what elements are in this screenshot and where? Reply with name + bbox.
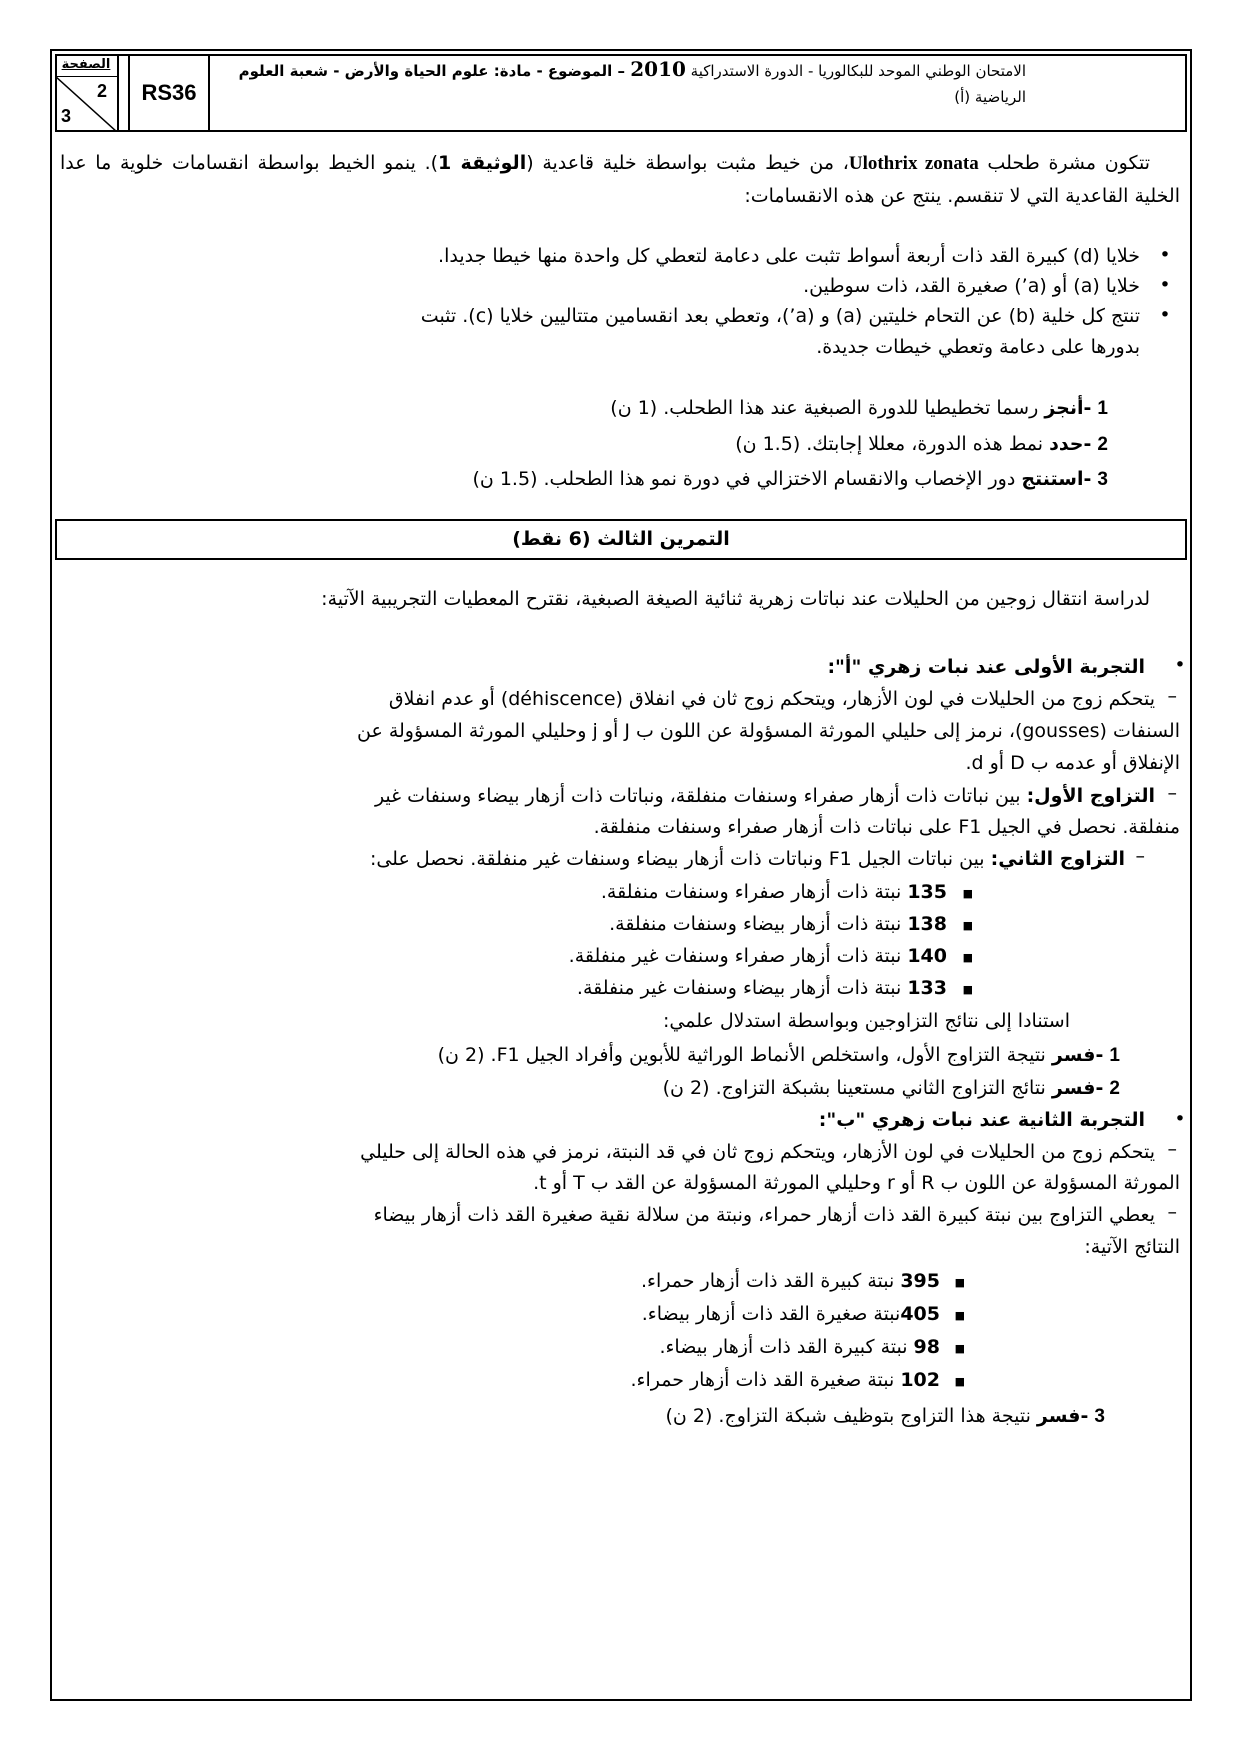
exp1-desc-2: السنفات (gousses)، نرمز إلى حليلي المورثة المسؤولة عن اللون ب J أو j وحليلي المورثة المسؤولة عن xyxy=(356,720,1180,742)
exp1-title: التجربة الأولى عند نبات زهري "أ": xyxy=(827,656,1145,678)
exp1-cross2: التزاوج الثاني: بين نباتات الجيل F1 ونباتات ذات أزهار بيضاء وسنفات غير منفلقة. نحصل على: xyxy=(369,848,1125,870)
bullet: • xyxy=(1159,244,1171,266)
exp2-result-4: 102 نبتة صغيرة القد ذات أزهار حمراء. xyxy=(630,1369,940,1391)
exp1-result-3: 140 نبتة ذات أزهار صفراء وسنفات غير منفلقة. xyxy=(568,945,947,967)
page-number-box xyxy=(55,54,119,132)
exp1-desc-1: يتحكم زوج من الحليلات في لون الأزهار، ويتحكم زوج ثان في انفلاق (déhiscence) أو عدم انفلاق xyxy=(388,688,1155,710)
exp2-result-3: 98 نبتة كبيرة القد ذات أزهار بيضاء. xyxy=(659,1336,940,1358)
square-bullet: ■ xyxy=(954,1342,965,1355)
bullet: • xyxy=(1159,274,1171,296)
page-current: 2 xyxy=(96,81,107,101)
ex3-title: التمرين الثالث (6 نقط) xyxy=(55,519,1187,560)
dash: – xyxy=(1167,1201,1177,1223)
square-bullet: ■ xyxy=(962,919,973,932)
exp1-result-4: 133 نبتة ذات أزهار بيضاء وسنفات غير منفلقة. xyxy=(576,977,947,999)
bullet: • xyxy=(1174,654,1186,676)
exp1-result-1: 135 نبتة ذات أزهار صفراء وسنفات منفلقة. xyxy=(600,881,947,903)
exp1-desc-3: الإنفلاق أو عدمه ب D أو d. xyxy=(965,752,1180,774)
exp2-desc-3: يعطي التزاوج بين نبتة كبيرة القد ذات أزهار حمراء، ونبتة من سلالة نقية صغيرة القد ذات أزهار بيضاء xyxy=(373,1204,1155,1226)
ex2-question-3: 3 -استنتج دور الإخصاب والانقسام الاختزالي في دورة نمو هذا الطحلب. (1.5 ن) xyxy=(472,468,1108,490)
square-bullet: ■ xyxy=(962,951,973,964)
square-bullet: ■ xyxy=(954,1375,965,1388)
exp1-cross1-cont: منفلقة. نحصل في الجيل F1 على نباتات ذات أزهار صفراء وسنفات منفلقة. xyxy=(593,816,1180,838)
ex2-bullet-2: خلايا (a) أو (a’) صغيرة القد، ذات سوطين. xyxy=(803,275,1140,297)
square-bullet: ■ xyxy=(954,1276,965,1289)
ex2-bullet-3: تنتج كل خلية (b) عن التحام خليتين (a) و (a’)، وتعطي بعد انقسامين متتاليين خلايا (c). تثبت xyxy=(420,305,1140,327)
square-bullet: ■ xyxy=(962,887,973,900)
exp2-result-1: 395 نبتة كبيرة القد ذات أزهار حمراء. xyxy=(641,1270,940,1292)
header-title: الامتحان الوطني الموحد للبكالوريا - الدورة الاستدراكية 2010 – الموضوع - مادة: علوم الحياة والأرض - شعبة العلوم الرياضية (أ) xyxy=(238,57,1026,106)
ex3-intro: لدراسة انتقال زوجين من الحليلات عند نباتات زهرية ثنائية الصيغة الصبغية، نقترح المعطيات التجريبية الآتية: xyxy=(321,588,1150,610)
dash: – xyxy=(1167,685,1177,707)
dash: – xyxy=(1167,1138,1177,1160)
exp2-desc-4: النتائج الآتية: xyxy=(1084,1236,1180,1258)
page-label: الصفحة xyxy=(55,54,117,77)
dash: – xyxy=(1135,845,1145,867)
ex2-intro: تتكون مشرة طحلب Ulothrix zonata، من خيط مثبت بواسطة خلية قاعدية (الوثيقة 1). ينمو الخيط بواسطة انقسامات خلوية ما عدا الخلية القاعدية التي لا تنقسم. ينتج عن هذه الانقسامات: xyxy=(60,152,1180,207)
header-year: 2010 xyxy=(630,57,686,81)
exp1-question-1: 1 -فسر نتيجة التزاوج الأول، واستخلص الأنماط الوراثية للأبوين وأفراد الجيل F1. (2 ن) xyxy=(437,1044,1120,1066)
bullet: • xyxy=(1174,1108,1186,1130)
page-total: 3 xyxy=(61,106,72,126)
exp1-lead: استنادا إلى نتائج التزاوجين وبواسطة استدلال علمي: xyxy=(662,1010,1070,1032)
exp2-question-3: 3 -فسر نتيجة هذا التزاوج بتوظيف شبكة التزاوج. (2 ن) xyxy=(665,1405,1105,1427)
exp1-cross1: التزاوج الأول: بين نباتات ذات أزهار صفراء وسنفات منفلقة، ونباتات ذات أزهار بيضاء وسنفات غير xyxy=(374,785,1155,807)
bullet: • xyxy=(1159,304,1171,326)
exp2-title: التجربة الثانية عند نبات زهري "ب": xyxy=(818,1109,1145,1131)
ex2-question-2: 2 -حدد نمط هذه الدورة، معللا إجابتك. (1.5 ن) xyxy=(735,433,1108,455)
exp1-result-2: 138 نبتة ذات أزهار بيضاء وسنفات منفلقة. xyxy=(609,913,947,935)
ex2-bullet-3-cont: بدورها على دعامة وتعطي خيطات جديدة. xyxy=(816,336,1140,358)
exp1-question-2: 2 -فسر نتائج التزاوج الثاني مستعينا بشبكة التزاوج. (2 ن) xyxy=(662,1077,1120,1099)
exp2-result-2: 405نبتة صغيرة القد ذات أزهار بيضاء. xyxy=(641,1303,940,1325)
subject-code: RS36 xyxy=(128,54,210,132)
square-bullet: ■ xyxy=(962,983,973,996)
dash: – xyxy=(1167,782,1177,804)
ex2-question-1: 1 -أنجز رسما تخطيطيا للدورة الصبغية عند هذا الطحلب. (1 ن) xyxy=(610,397,1108,419)
square-bullet: ■ xyxy=(954,1309,965,1322)
ex2-bullet-1: خلايا (d) كبيرة القد ذات أربعة أسواط تثبت على دعامة لتعطي كل واحدة منها خيطا جديدا. xyxy=(438,245,1140,267)
exp2-desc-1: يتحكم زوج من الحليلات في لون الأزهار، ويتحكم زوج ثان في قد النبتة، نرمز في هذه الحالة إلى حليلي xyxy=(360,1141,1155,1163)
exp2-desc-2: المورثة المسؤولة عن اللون ب R أو r وحليلي المورثة المسؤولة عن القد ب T أو t. xyxy=(533,1172,1180,1194)
